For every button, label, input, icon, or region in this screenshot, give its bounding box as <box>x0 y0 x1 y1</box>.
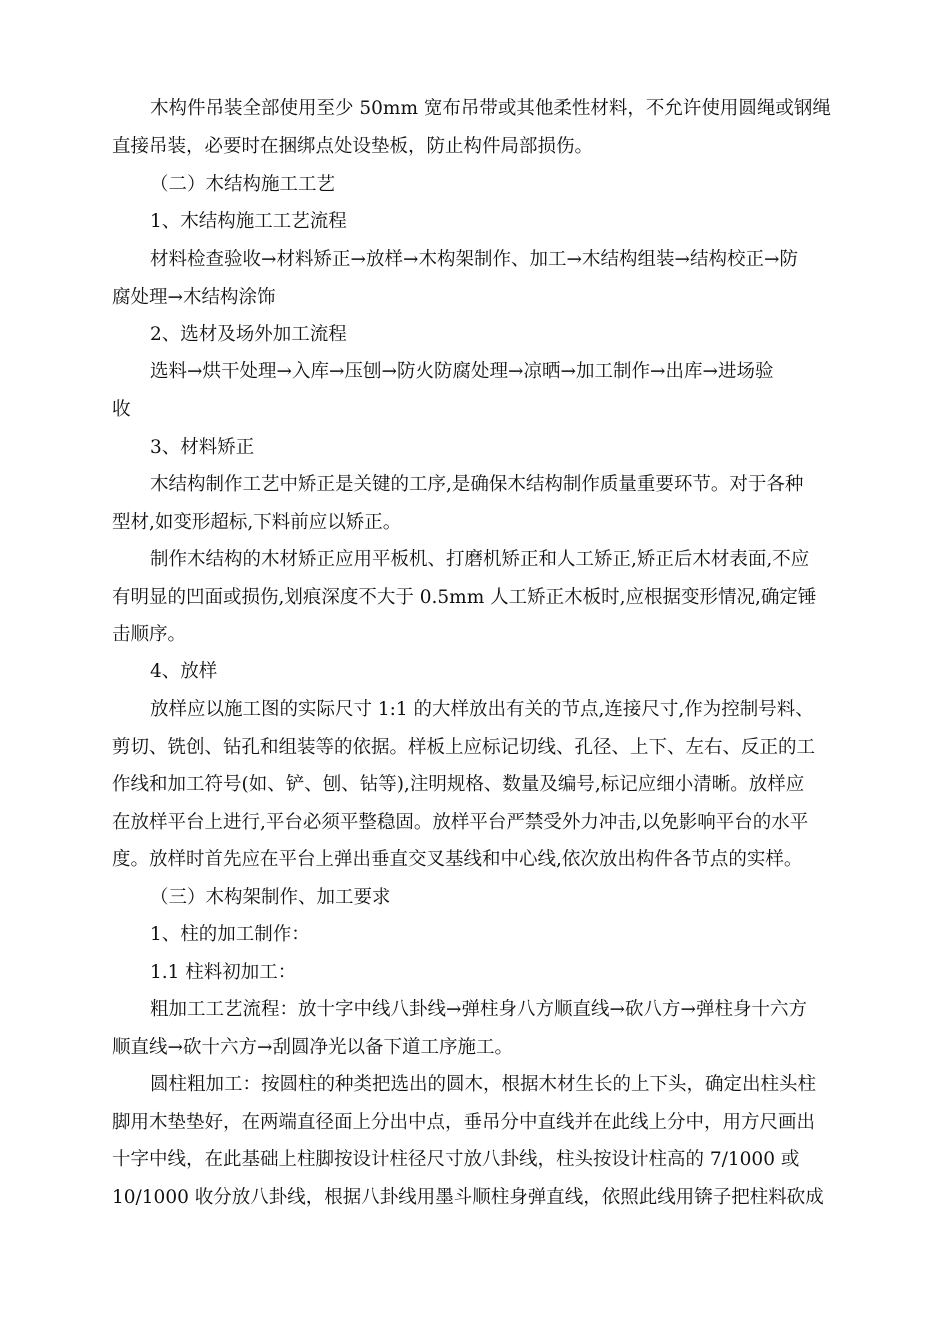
paragraph-line: 型材,如变形超标,下料前应以矫正。 <box>112 512 402 533</box>
subsection-heading: 1、柱的加工制作： <box>150 924 310 945</box>
paragraph-line: 木构件吊装全部使用至少 50mm 宽布吊带或其他柔性材料，不允许使用圆绳或钢绳 <box>150 98 831 119</box>
subsection-heading: 1.1 柱料初加工： <box>150 962 297 983</box>
paragraph-line: 击顺序。 <box>112 624 187 645</box>
paragraph-line: 木结构制作工艺中矫正是关键的工序,是确保木结构制作质量重要环节。对于各种 <box>150 474 804 495</box>
paragraph-line: 选料→烘干处理→入库→压刨→防火防腐处理→凉晒→加工制作→出库→进场验 <box>150 361 774 382</box>
section-heading: （二）木结构施工工艺 <box>150 174 336 195</box>
paragraph-line: 收 <box>112 399 131 420</box>
paragraph-line: 剪切、铣创、钻孔和组装等的依据。样板上应标记切线、孔径、上下、左右、反正的工 <box>112 737 816 758</box>
subsection-heading: 4、放样 <box>150 661 218 682</box>
paragraph-line: 度。放样时首先应在平台上弹出垂直交叉基线和中心线,依次放出构件各节点的实样。 <box>112 849 803 870</box>
subsection-heading: 2、选材及场外加工流程 <box>150 324 347 345</box>
section-heading: （三）木构架制作、加工要求 <box>150 887 391 908</box>
paragraph-line: 十字中线，在此基础上柱脚按设计柱径尺寸放八卦线，柱头按设计柱高的 7/1000 或 <box>112 1149 800 1170</box>
paragraph-line: 腐处理→木结构涂饰 <box>112 287 276 308</box>
paragraph-line: 顺直线→砍十六方→刮圆净光以备下道工序施工。 <box>112 1037 514 1058</box>
paragraph-line: 直接吊装，必要时在捆绑点处设垫板，防止构件局部损伤。 <box>112 136 594 157</box>
paragraph-line: 脚用木垫垫好，在两端直径面上分出中点，垂吊分中直线并在此线上分中，用方尺画出 <box>112 1112 816 1133</box>
paragraph-line: 圆柱粗加工：按圆柱的种类把选出的圆木，根据木材生长的上下头，确定出柱头柱 <box>150 1074 817 1095</box>
paragraph-line: 作线和加工符号(如、铲、刨、钻等),注明规格、数量及编号,标记应细小清晰。放样应 <box>112 774 805 795</box>
paragraph-line: 粗加工工艺流程：放十字中线八卦线→弹柱身八方顺直线→砍八方→弹柱身十六方 <box>150 999 808 1020</box>
paragraph-line: 制作木结构的木材矫正应用平板机、打磨机矫正和人工矫正,矫正后木材表面,不应 <box>150 549 810 570</box>
paragraph-line: 材料检查验收→材料矫正→放样→木构架制作、加工→木结构组装→结构校正→防 <box>150 249 799 270</box>
subsection-heading: 3、材料矫正 <box>150 437 255 458</box>
subsection-heading: 1、木结构施工工艺流程 <box>150 211 347 232</box>
paragraph-line: 在放样平台上进行,平台必须平整稳固。放样平台严禁受外力冲击,以免影响平台的水平 <box>112 812 809 833</box>
paragraph-line: 10/1000 收分放八卦线，根据八卦线用墨斗顺柱身弹直线，依照此线用锛子把柱料砍成 <box>112 1187 824 1208</box>
paragraph-line: 有明显的凹面或损伤,划痕深度不大于 0.5mm 人工矫正木板时,应根据变形情况,确定锤 <box>112 587 817 608</box>
paragraph-line: 放样应以施工图的实际尺寸 1:1 的大样放出有关的节点,连接尺寸,作为控制号料、 <box>150 699 814 720</box>
